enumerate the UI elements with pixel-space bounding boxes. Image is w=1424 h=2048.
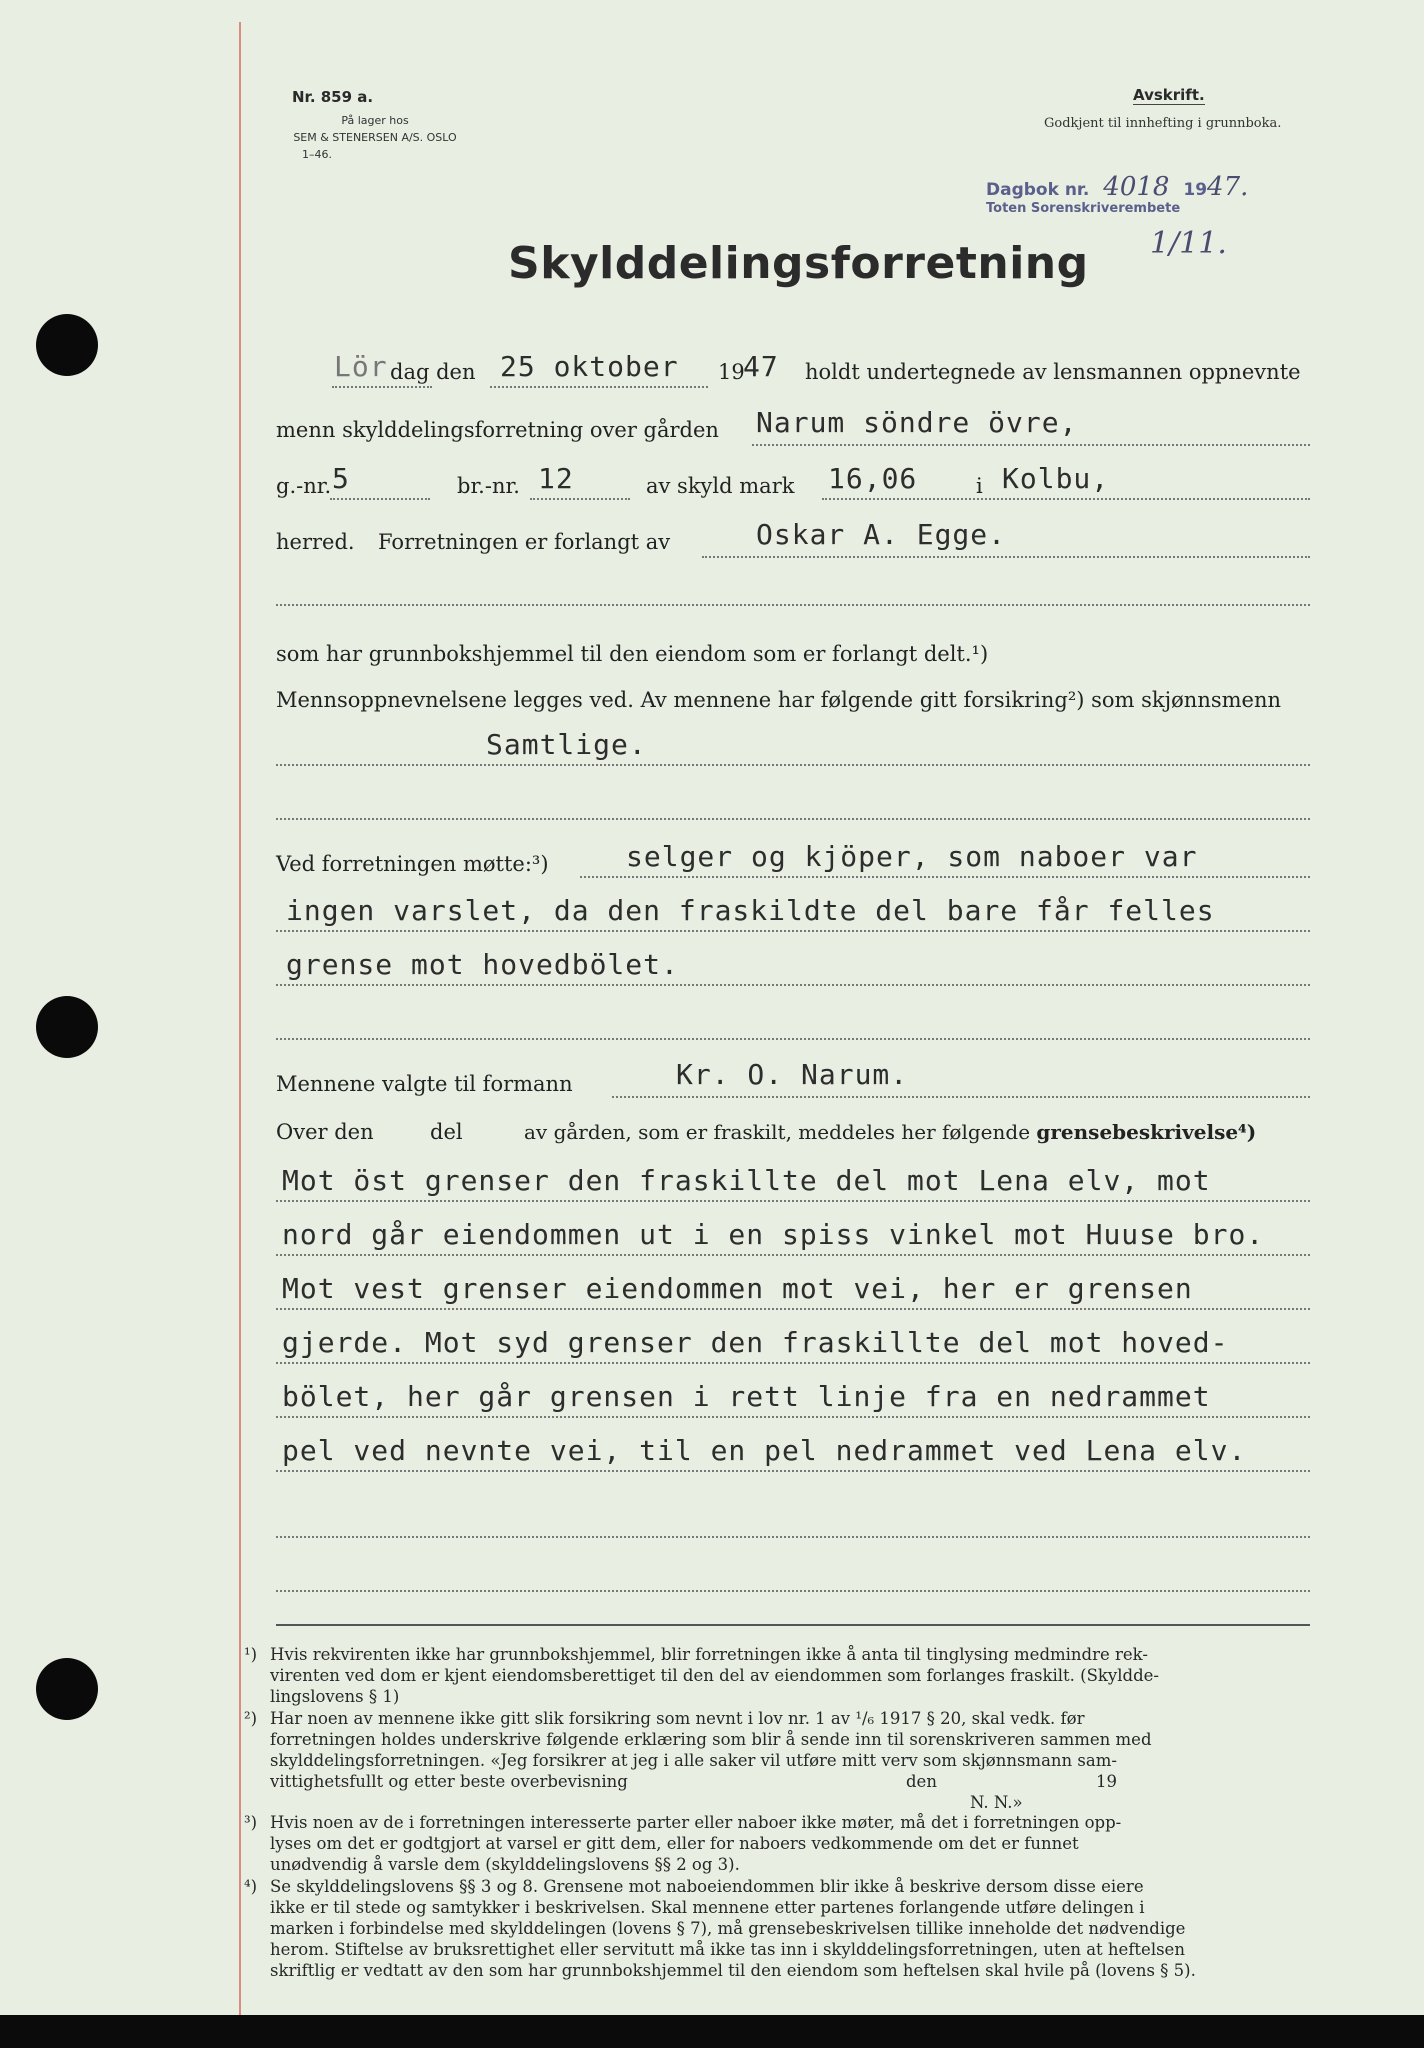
footnote bbox=[244, 1708, 1310, 1813]
bnr-value: 12 bbox=[538, 462, 574, 495]
footnote-fragment: 19 bbox=[1096, 1772, 1117, 1791]
stock-line: SEM & STENERSEN A/S. OSLO bbox=[293, 131, 457, 144]
present-line: selger og kjöper, som naboer var bbox=[626, 840, 1198, 873]
farm-label: menn skylddelingsforretning over gården bbox=[276, 418, 719, 442]
stock-line: På lager hos bbox=[341, 114, 409, 127]
footnote-separator bbox=[276, 1624, 1310, 1626]
boundary-line: bölet, her går grensen i rett linje fra en nedrammet bbox=[282, 1380, 1211, 1413]
footnote-line bbox=[270, 1771, 1310, 1792]
margin-line bbox=[239, 22, 241, 2015]
chairman-label: Mennene valgte til formann bbox=[276, 1072, 573, 1096]
footnote-number: ²) bbox=[244, 1709, 258, 1728]
stamp-number: 4018 bbox=[1103, 172, 1170, 202]
footnote-line: Se skylddelingslovens §§ 3 og 8. Grensene mot naboeiendommen blir ikke å beskrive dersom disse eiere bbox=[270, 1877, 1144, 1896]
boundary-intro-rest: av gården, som er fraskilt, meddeles her følgende bbox=[524, 1120, 1031, 1144]
line1-rest: holdt undertegnede av lensmannen oppnevnte bbox=[805, 360, 1301, 384]
del-label: del bbox=[430, 1120, 463, 1144]
footnote-line: lyses om det er godtgjort at varsel er gitt dem, eller for naboers vedkommende om det er funnet bbox=[270, 1834, 1079, 1853]
requested-label: Forretningen er forlangt av bbox=[378, 530, 671, 554]
footnote-line: skriftlig er vedtatt av den som har grunnbokshjemmel til den eiendom som heftelsen skal hvile på (lovens § 5). bbox=[270, 1961, 1196, 1980]
year-prefix: 19 bbox=[718, 360, 745, 384]
footnote-number: ⁴) bbox=[244, 1877, 258, 1896]
farm-name: Narum söndre övre, bbox=[756, 406, 1078, 439]
form-number: Nr. 859 a. bbox=[292, 88, 374, 106]
punch-hole bbox=[36, 1658, 98, 1720]
copy-note-title: Avskrift. bbox=[1133, 86, 1205, 104]
footnote-line: skylddelingsforretningen. «Jeg forsikrer at jeg i alle saker vil utføre mitt verv som skjønnsmann sam- bbox=[270, 1751, 1117, 1770]
herred-label: herred. bbox=[276, 530, 355, 554]
skyld-label: av skyld mark bbox=[646, 474, 795, 498]
stamp-date: 1/11. bbox=[1150, 226, 1227, 261]
place-value: Kolbu, bbox=[1002, 462, 1110, 495]
footnote-fragment: vittighetsfullt og etter beste overbevisning bbox=[270, 1772, 628, 1791]
footnote-line: forretningen holdes underskrive følgende erklæring som blir å sende inn til sorenskriveren sammen med bbox=[270, 1730, 1152, 1749]
stamp-label: Dagbok nr. bbox=[986, 180, 1090, 200]
footnote-line: Hvis rekvirenten ikke har grunnbokshjemmel, blir forretningen ikke å anta til tinglysing medmindre rek- bbox=[270, 1645, 1148, 1664]
gnr-value: 5 bbox=[332, 462, 350, 495]
hjemmel-line: som har grunnbokshjemmel til den eiendom som er forlangt delt.¹) bbox=[276, 642, 989, 666]
present-line: ingen varslet, da den fraskildte del bare får felles bbox=[286, 894, 1215, 927]
chairman-name: Kr. O. Narum. bbox=[676, 1058, 909, 1091]
present-label: Ved forretningen møtte:³) bbox=[276, 852, 549, 876]
menn-line: Mennsoppnevnelsene legges ved. Av mennene har følgende gitt forsikring²) som skjønnsmenn bbox=[276, 688, 1282, 712]
punch-hole bbox=[36, 996, 98, 1058]
registry-stamp bbox=[986, 172, 1248, 202]
gnr-label: g.-nr. bbox=[276, 474, 332, 498]
date-value: 25 oktober bbox=[500, 350, 679, 383]
sworn-men: Samtlige. bbox=[486, 728, 647, 761]
footnote-line: unødvendig å varsle dem (skylddelingslovens §§ 2 og 3). bbox=[270, 1855, 740, 1874]
i-label: i bbox=[976, 474, 983, 498]
bnr-label: br.-nr. bbox=[457, 474, 520, 498]
stamp-year: 47. bbox=[1207, 172, 1249, 202]
footnote bbox=[244, 1812, 1310, 1875]
stamp-year-prefix: 19 bbox=[1183, 180, 1208, 200]
boundary-intro-bold: grensebeskrivelse⁴) bbox=[1036, 1120, 1257, 1144]
document-title: Skylddelingsforretning bbox=[508, 238, 1089, 289]
footnote bbox=[244, 1644, 1310, 1707]
footnote-line: herom. Stiftelse av bruksrettighet eller servitutt må ikke tas inn i skylddelingsforretningen, uten at heftelsen bbox=[270, 1940, 1185, 1959]
stock-info bbox=[260, 112, 490, 163]
punch-hole bbox=[36, 314, 98, 376]
footnote-number: ³) bbox=[244, 1813, 258, 1832]
footnote-line: Har noen av mennene ikke gitt slik forsikring som nevnt i lov nr. 1 av ¹/₆ 1917 § 20, skal vedk. før bbox=[270, 1709, 1085, 1728]
boundary-line: Mot vest grenser eiendommen mot vei, her er grensen bbox=[282, 1272, 1193, 1305]
requester-name: Oskar A. Egge. bbox=[756, 518, 1007, 551]
boundary-line: gjerde. Mot syd grenser den fraskillte del mot hoved- bbox=[282, 1326, 1229, 1359]
footnote-line: ikke er til stede og samtykker i beskrivelsen. Skal mennene etter partenes forlangende utføre delingen i bbox=[270, 1898, 1145, 1917]
boundary-line: pel ved nevnte vei, til en pel nedrammet ved Lena elv. bbox=[282, 1434, 1247, 1467]
boundary-line: Mot öst grenser den fraskillte del mot Lena elv, mot bbox=[282, 1164, 1211, 1197]
footnote-line: virenten ved dom er kjent eiendomsberettiget til den del av eiendommen som forlanges fraskilt. (Skyldde- bbox=[270, 1666, 1159, 1685]
present-line: grense mot hovedbölet. bbox=[286, 948, 679, 981]
weekday: Lör bbox=[334, 350, 388, 383]
footnote-line: Hvis noen av de i forretningen interesserte parter eller naboer ikke møter, må det i forretningen opp- bbox=[270, 1813, 1122, 1832]
boundary-intro-text bbox=[524, 1120, 1256, 1144]
dag-den-label: dag den bbox=[390, 360, 476, 384]
footnote-line: marken i forbindelse med skylddelingen (lovens § 7), må grensebeskrivelsen tillike inneholde det nødvendige bbox=[270, 1919, 1186, 1938]
footnote-fragment: den bbox=[906, 1772, 937, 1791]
footnote-line: lingslovens § 1) bbox=[270, 1687, 400, 1706]
copy-note-subtitle: Godkjent til innhefting i grunnboka. bbox=[1044, 116, 1282, 131]
footnote-number: ¹) bbox=[244, 1645, 258, 1664]
boundary-line: nord går eiendommen ut i en spiss vinkel mot Huuse bro. bbox=[282, 1218, 1265, 1251]
stamp-office: Toten Sorenskriverembete bbox=[986, 201, 1181, 216]
footnote bbox=[244, 1876, 1310, 1981]
over-den-label: Over den bbox=[276, 1120, 374, 1144]
stock-line: 1–46. bbox=[302, 148, 332, 161]
footnote-signature: N. N.» bbox=[970, 1793, 1023, 1812]
year-value: 47 bbox=[743, 350, 779, 383]
skyld-value: 16,06 bbox=[828, 462, 918, 495]
